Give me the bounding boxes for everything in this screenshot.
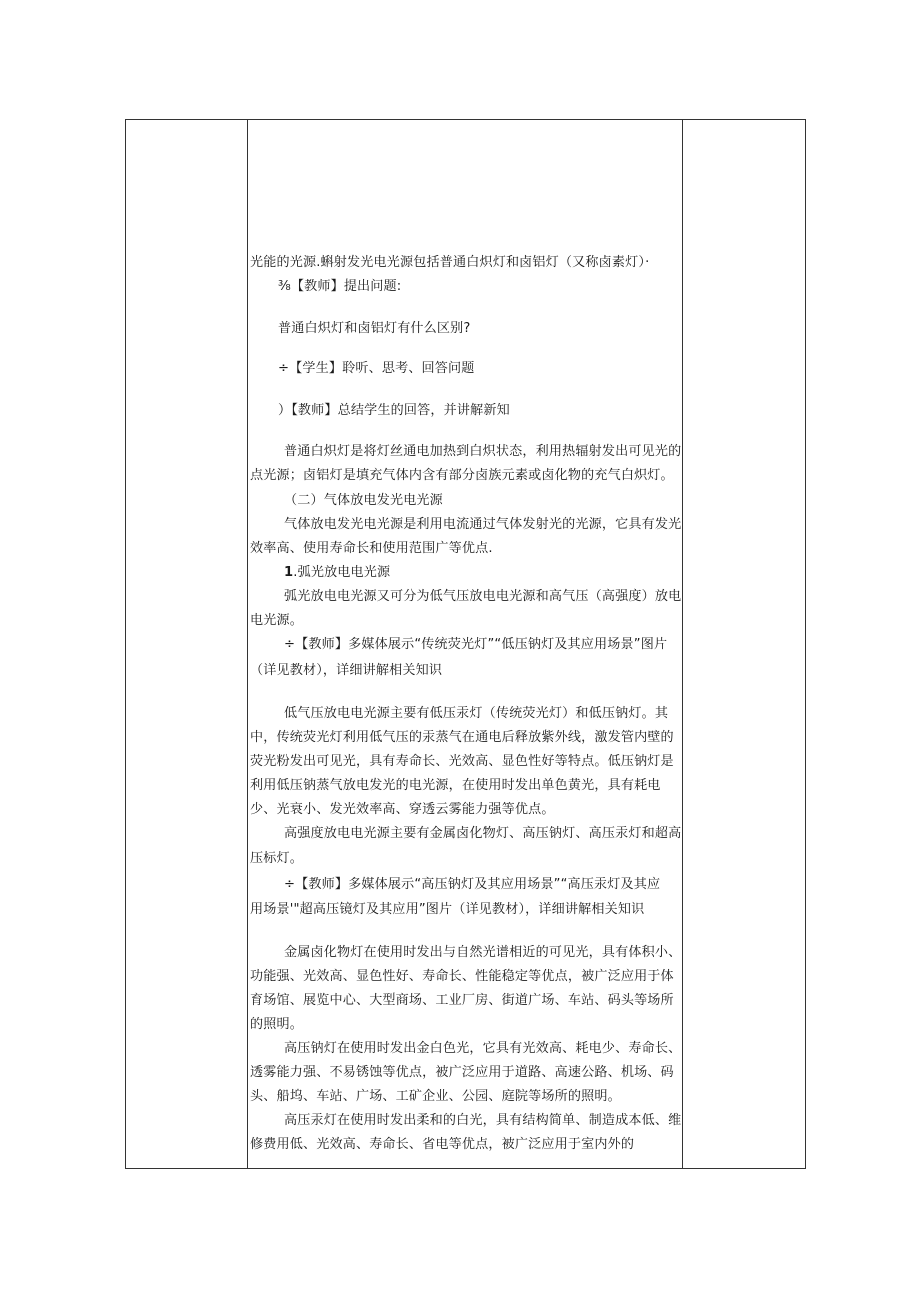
teacher-multimedia-line: ÷【教师】多媒体展示“高压钠灯及其应用场景”“高压汞灯及其应 bbox=[284, 877, 661, 892]
teacher-multimedia-line: ÷【教师】多媒体展示“传统荧光灯”“低压钠灯及其应用场景”图片 bbox=[284, 637, 668, 652]
teacher-summary-line: ）【教师】总结学生的回答，并讲解新知 bbox=[278, 403, 510, 418]
subsection-heading bbox=[284, 564, 390, 582]
paragraph-line: 气体放电发光电光源是利用电流通过气体发射光的光源，它具有发光 bbox=[284, 517, 682, 532]
paragraph-line: 电光源。 bbox=[250, 613, 303, 628]
paragraph-line: （详见教材），详细讲解相关知识 bbox=[250, 663, 443, 678]
lesson-table bbox=[125, 119, 806, 1169]
paragraph-line: 高压钠灯在使用时发出金白色光，它具有光效高、耗电少、寿命长、 bbox=[284, 1041, 682, 1056]
question-line: 普通白炽灯和卤铝灯有什么区别? bbox=[278, 321, 471, 336]
subsection-number: 1 bbox=[284, 565, 294, 580]
paragraph-line: 的照明。 bbox=[250, 1017, 303, 1032]
content-column-cell bbox=[248, 120, 682, 1168]
paragraph-line: 头、船坞、车站、广场、工矿企业、公园、庭院等场所的照明。 bbox=[250, 1089, 621, 1104]
paragraph-line: 低气压放电电光源主要有低压汞灯（传统荧光灯）和低压钠灯。其 bbox=[284, 706, 669, 721]
teacher-question-line: ⅜【教师】提出问题: bbox=[278, 279, 402, 294]
text-line: 光能的光源.蝌射发光电光源包括普通白炽灯和卤铝灯（又称卤素灯）· bbox=[250, 255, 650, 270]
paragraph-line: 弧光放电电光源又可分为低气压放电电光源和高气压（高强度）放电 bbox=[284, 589, 682, 604]
paragraph-line: 利用低压钠蒸气放电发光的电光源，在使用时发出单色黄光，具有耗电 bbox=[250, 778, 661, 793]
paragraph-line: 效率高、使用寿命长和使用范围广等优点. bbox=[250, 541, 493, 556]
paragraph-line: 用场景'"超高压镜灯及其应用”图片（详见教材），详细讲解相关知识 bbox=[250, 902, 645, 917]
paragraph-line: 高压汞灯在使用时发出柔和的白光，具有结构简单、制造成本低、维 bbox=[284, 1113, 682, 1128]
paragraph-line: 金属卤化物灯在使用时发出与自然光谱相近的可见光，具有体积小、 bbox=[284, 945, 682, 960]
section-heading: （二）气体放电发光电光源 bbox=[284, 493, 443, 508]
paragraph-line: 透雾能力强、不易锈蚀等优点，被广泛应用于道路、高速公路、机场、码 bbox=[250, 1065, 674, 1080]
student-activity-line: ÷【学生】聆听、思考、回答问题 bbox=[278, 361, 475, 376]
paragraph-line: 压标灯。 bbox=[250, 851, 303, 866]
paragraph-line: 少、光衰小、发光效率高、穿透云雾能力强等优点。 bbox=[250, 802, 555, 817]
paragraph-line: 普通白炽灯是将灯丝通电加热到白炽状态，利用热辐射发出可见光的 bbox=[284, 444, 682, 459]
paragraph-line: 修费用低、光效高、寿命长、省电等优点，被广泛应用于室内外的 bbox=[250, 1137, 635, 1152]
paragraph-line: 中，传统荧光灯利用低气压的汞蒸气在通电后释放紫外线，激发管内壁的 bbox=[250, 730, 674, 745]
left-column-cell bbox=[126, 120, 247, 1168]
paragraph-line: 功能强、光效高、显色性好、寿命长、性能稳定等优点，被广泛应用于体 bbox=[250, 969, 674, 984]
right-column-cell bbox=[683, 120, 805, 1168]
paragraph-line: 育场馆、展览中心、大型商场、工业厂房、街道广场、车站、码头等场所 bbox=[250, 993, 674, 1008]
paragraph-line: 荧光粉发出可见光，具有寿命长、光效高、显色性好等特点。低压钠灯是 bbox=[250, 754, 674, 769]
paragraph-line: 高强度放电电光源主要有金属卤化物灯、高压钠灯、高压汞灯和超高 bbox=[284, 826, 682, 841]
subsection-title: .弧光放电电光源 bbox=[293, 565, 391, 580]
paragraph-line: 点光源；卤铝灯是填充气体内含有部分卤族元素或卤化物的充气白炽灯。 bbox=[250, 468, 674, 483]
